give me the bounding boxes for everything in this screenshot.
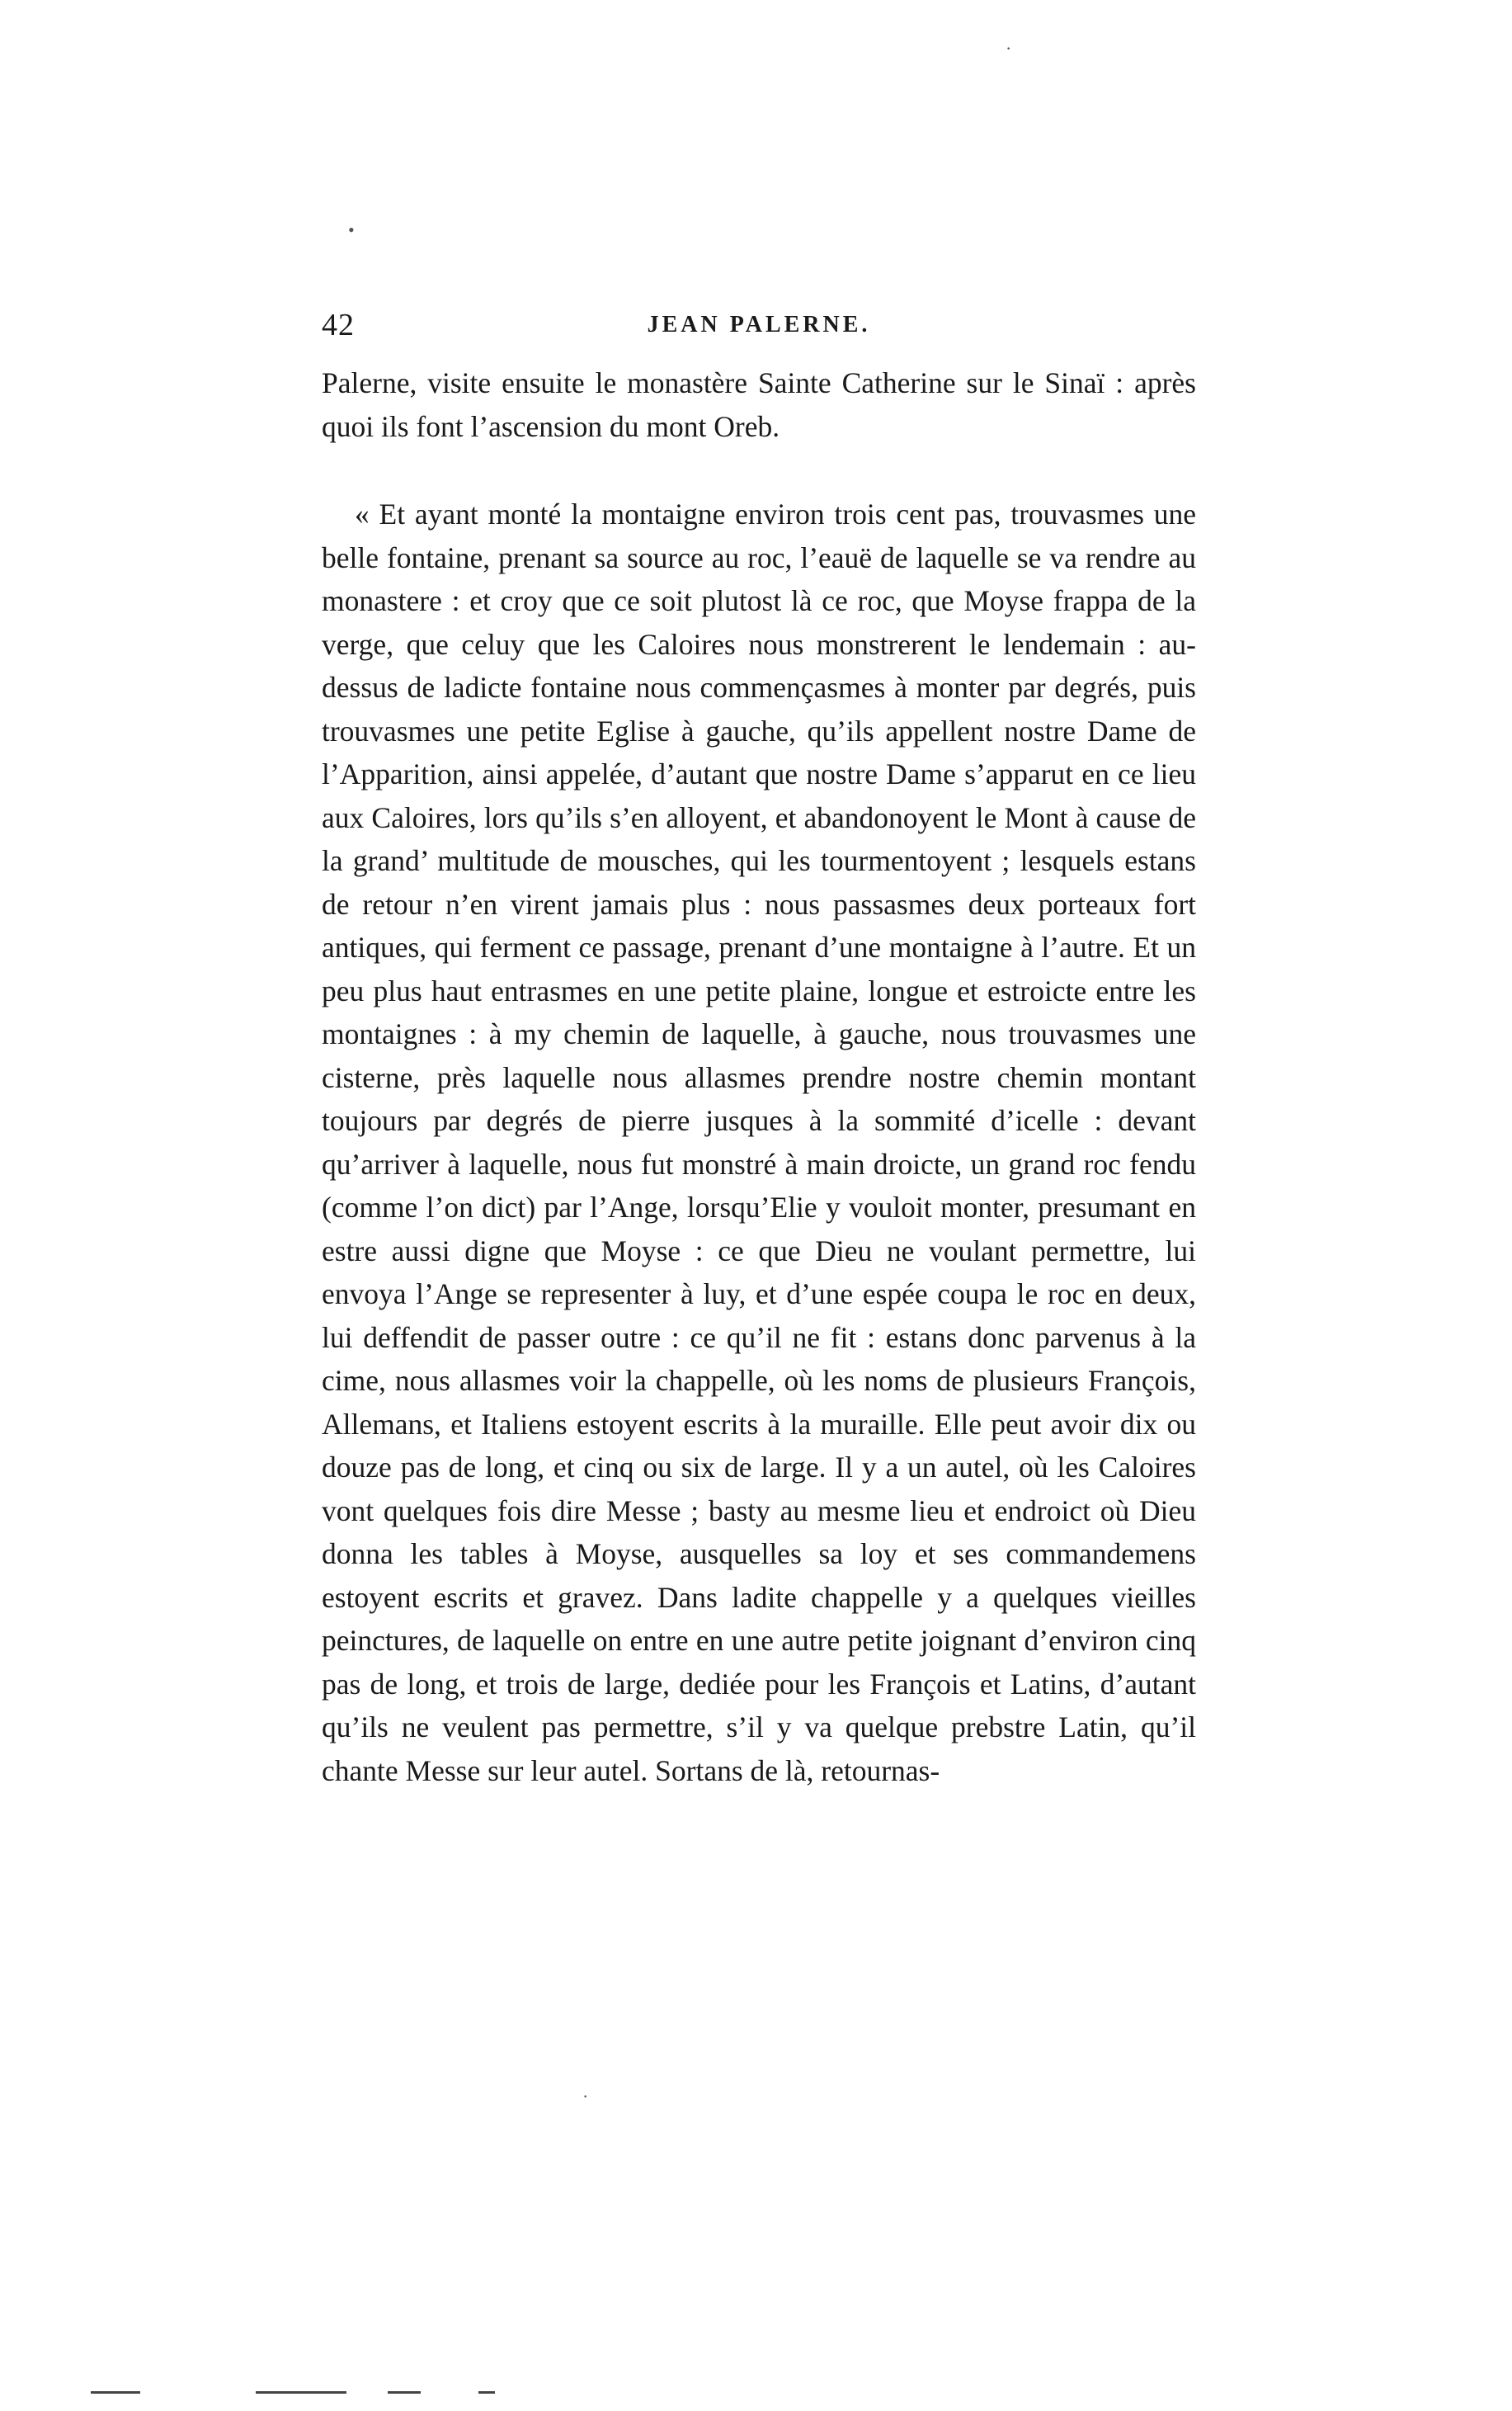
scan-speck: · [582, 2086, 589, 2107]
intro-paragraph: Palerne, visite ensuite le monastère Sainte Catherine sur le Sinaï : après quoi ils font l’ascension du mont Oreb. [322, 366, 1196, 443]
body-text [322, 361, 1196, 1792]
page-number: 42 [322, 308, 355, 342]
scan-speck: · [1006, 38, 1012, 59]
page-header [322, 307, 1196, 348]
scan-edge-marks [91, 2391, 586, 2396]
quoted-passage: « Et ayant monté la montaigne environ trois cent pas, trouvasmes une belle fontaine, prenant sa source au roc, l’eauë de laquelle se va rendre au monastere : et croy que ce soit plutost là ce roc, que Moyse frappa de la verge, que celuy que les Caloires nous monstrerent le lendemain : au-dessus de ladicte fontaine nous commençasmes à monter par degrés, puis trouvasmes une petite Eglise à gauche, qu’ils appellent nostre Dame de l’Apparition, ainsi appelée, d’autant que nostre Dame s’apparut en ce lieu aux Caloires, lors qu’ils s’en alloyent, et abandonoyent le Mont à cause de la grand’ multitude de mousches, qui les tourmentoyent ; lesquels estans de retour n’en virent jamais plus : nous passasmes deux porteaux fort antiques, qui ferment ce passage, prenant d’une montaigne à l’autre. Et un peu plus haut entrasmes en une petite plaine, longue et estroicte entre les montaignes : à my chemin de laquelle, à gauche, nous trouvasmes une cisterne, près laquelle nous allasmes prendre nostre chemin montant toujours par degrés de pierre jusques à la sommité d’icelle : devant qu’arriver à laquelle, nous fut monstré à main droicte, un grand roc fendu (comme l’on dict) par l’Ange, lorsqu’Elie y vouloit monter, presumant en estre aussi digne que Moyse : ce que Dieu ne voulant permettre, lui envoya l’Ange se representer à luy, et d’une espée coupa le roc en deux, lui deffendit de passer outre : ce qu’il ne fit : estans donc parvenus à la cime, nous allasmes voir la chappelle, où les noms de plusieurs François, Allemans, et Italiens estoyent escrits à la muraille. Elle peut avoir dix ou douze pas de long, et cinq ou six de large. Il y a un autel, où les Caloires vont quelques fois dire Messe ; basty au mesme lieu et endroict où Dieu donna les tables à Moyse, ausquelles sa loy et ses commandemens estoyent escrits et gravez. Dans ladite chappelle y a quelques vieilles peinctures, de laquelle on entre en une autre petite joignant d’environ cinq pas de long, et trois de large, dediée pour les François et Latins, d’autant qu’ils ne veulent pas permettre, s’il y va quelque prebstre Latin, qu’il chante Messe sur leur autel. Sortans de là, retournas- [322, 498, 1196, 1787]
scan-speck: • [348, 219, 355, 240]
running-head: JEAN PALERNE. [647, 312, 871, 337]
